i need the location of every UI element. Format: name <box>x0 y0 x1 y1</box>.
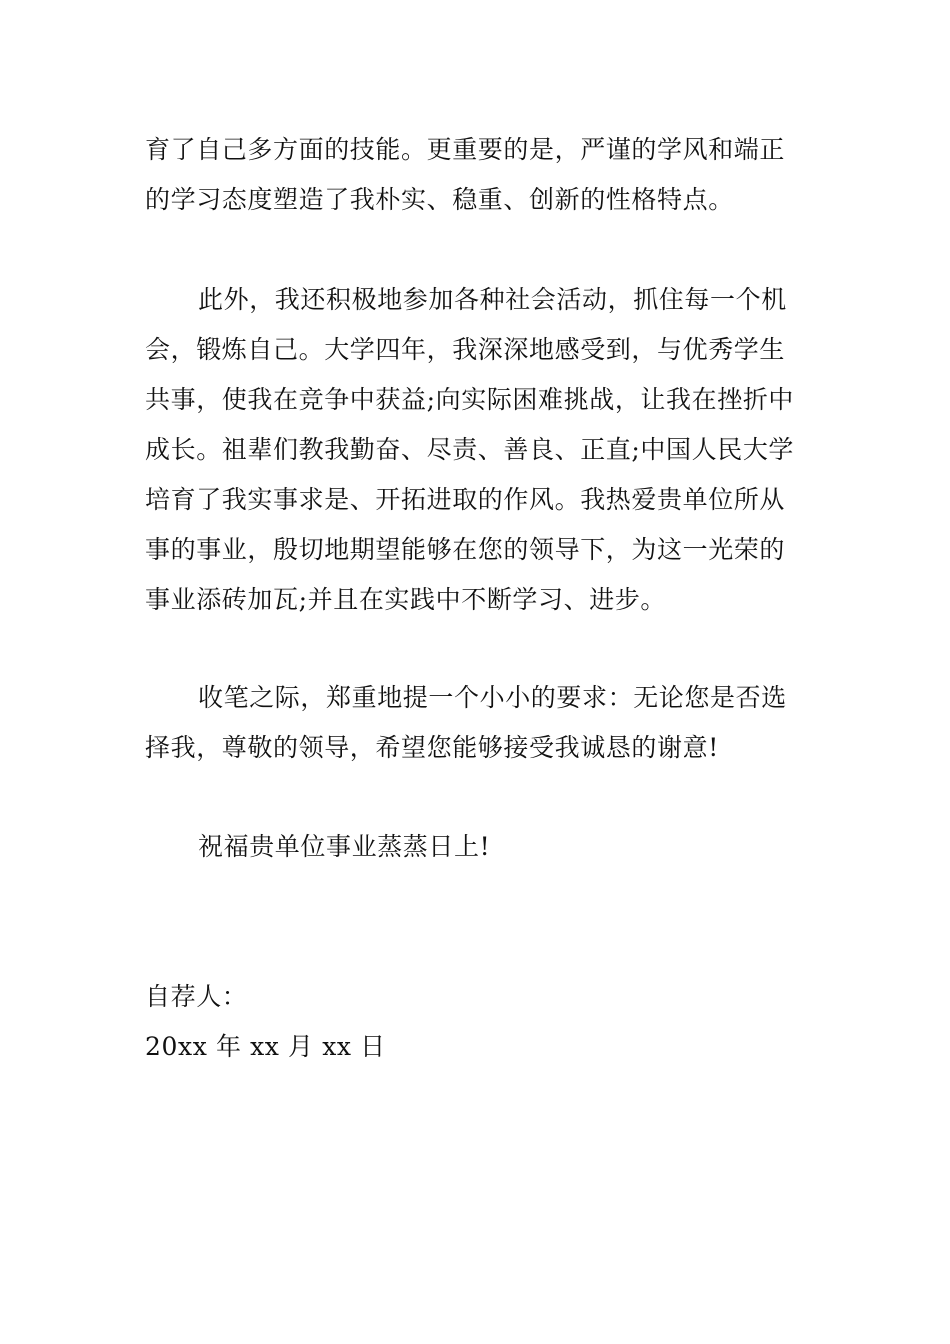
text-line: 事业添砖加瓦;并且在实践中不断学习、进步。 <box>145 585 667 614</box>
text-line: 育了自己多方面的技能。更重要的是，严谨的学风和端正 <box>145 135 786 164</box>
text-line: 会，锻炼自己。大学四年，我深深地感受到，与优秀学生 <box>145 335 786 364</box>
signature-label <box>145 972 810 1022</box>
text-line: 此外，我还积极地参加各种社会活动，抓住每一个机 <box>198 285 787 314</box>
text-line: 收笔之际，郑重地提一个小小的要求：无论您是否选 <box>198 683 787 712</box>
text-line: 培育了我实事求是、开拓进取的作风。我热爱贵单位所从 <box>145 485 786 514</box>
text-line: 成长。祖辈们教我勤奋、尽责、善良、正直;中国人民大学 <box>145 435 795 464</box>
text-line: 择我，尊敬的领导，希望您能够接受我诚恳的谢意! <box>145 733 719 762</box>
text-line: 的学习态度塑造了我朴实、稳重、创新的性格特点。 <box>145 185 734 214</box>
paragraph-activities <box>145 275 810 625</box>
text-line: 事的事业，殷切地期望能够在您的领导下，为这一光荣的 <box>145 535 786 564</box>
signature-text: 自荐人： <box>145 982 248 1011</box>
paragraph-closing-request <box>145 673 810 773</box>
text-line: 祝福贵单位事业蒸蒸日上! <box>198 832 491 861</box>
signature-date <box>145 1022 810 1072</box>
paragraph-skills <box>145 125 810 225</box>
date-text: 20xx 年 xx 月 xx 日 <box>145 1032 386 1061</box>
paragraph-wishes <box>145 822 810 872</box>
text-line: 共事，使我在竞争中获益;向实际困难挑战，让我在挫折中 <box>145 385 795 414</box>
